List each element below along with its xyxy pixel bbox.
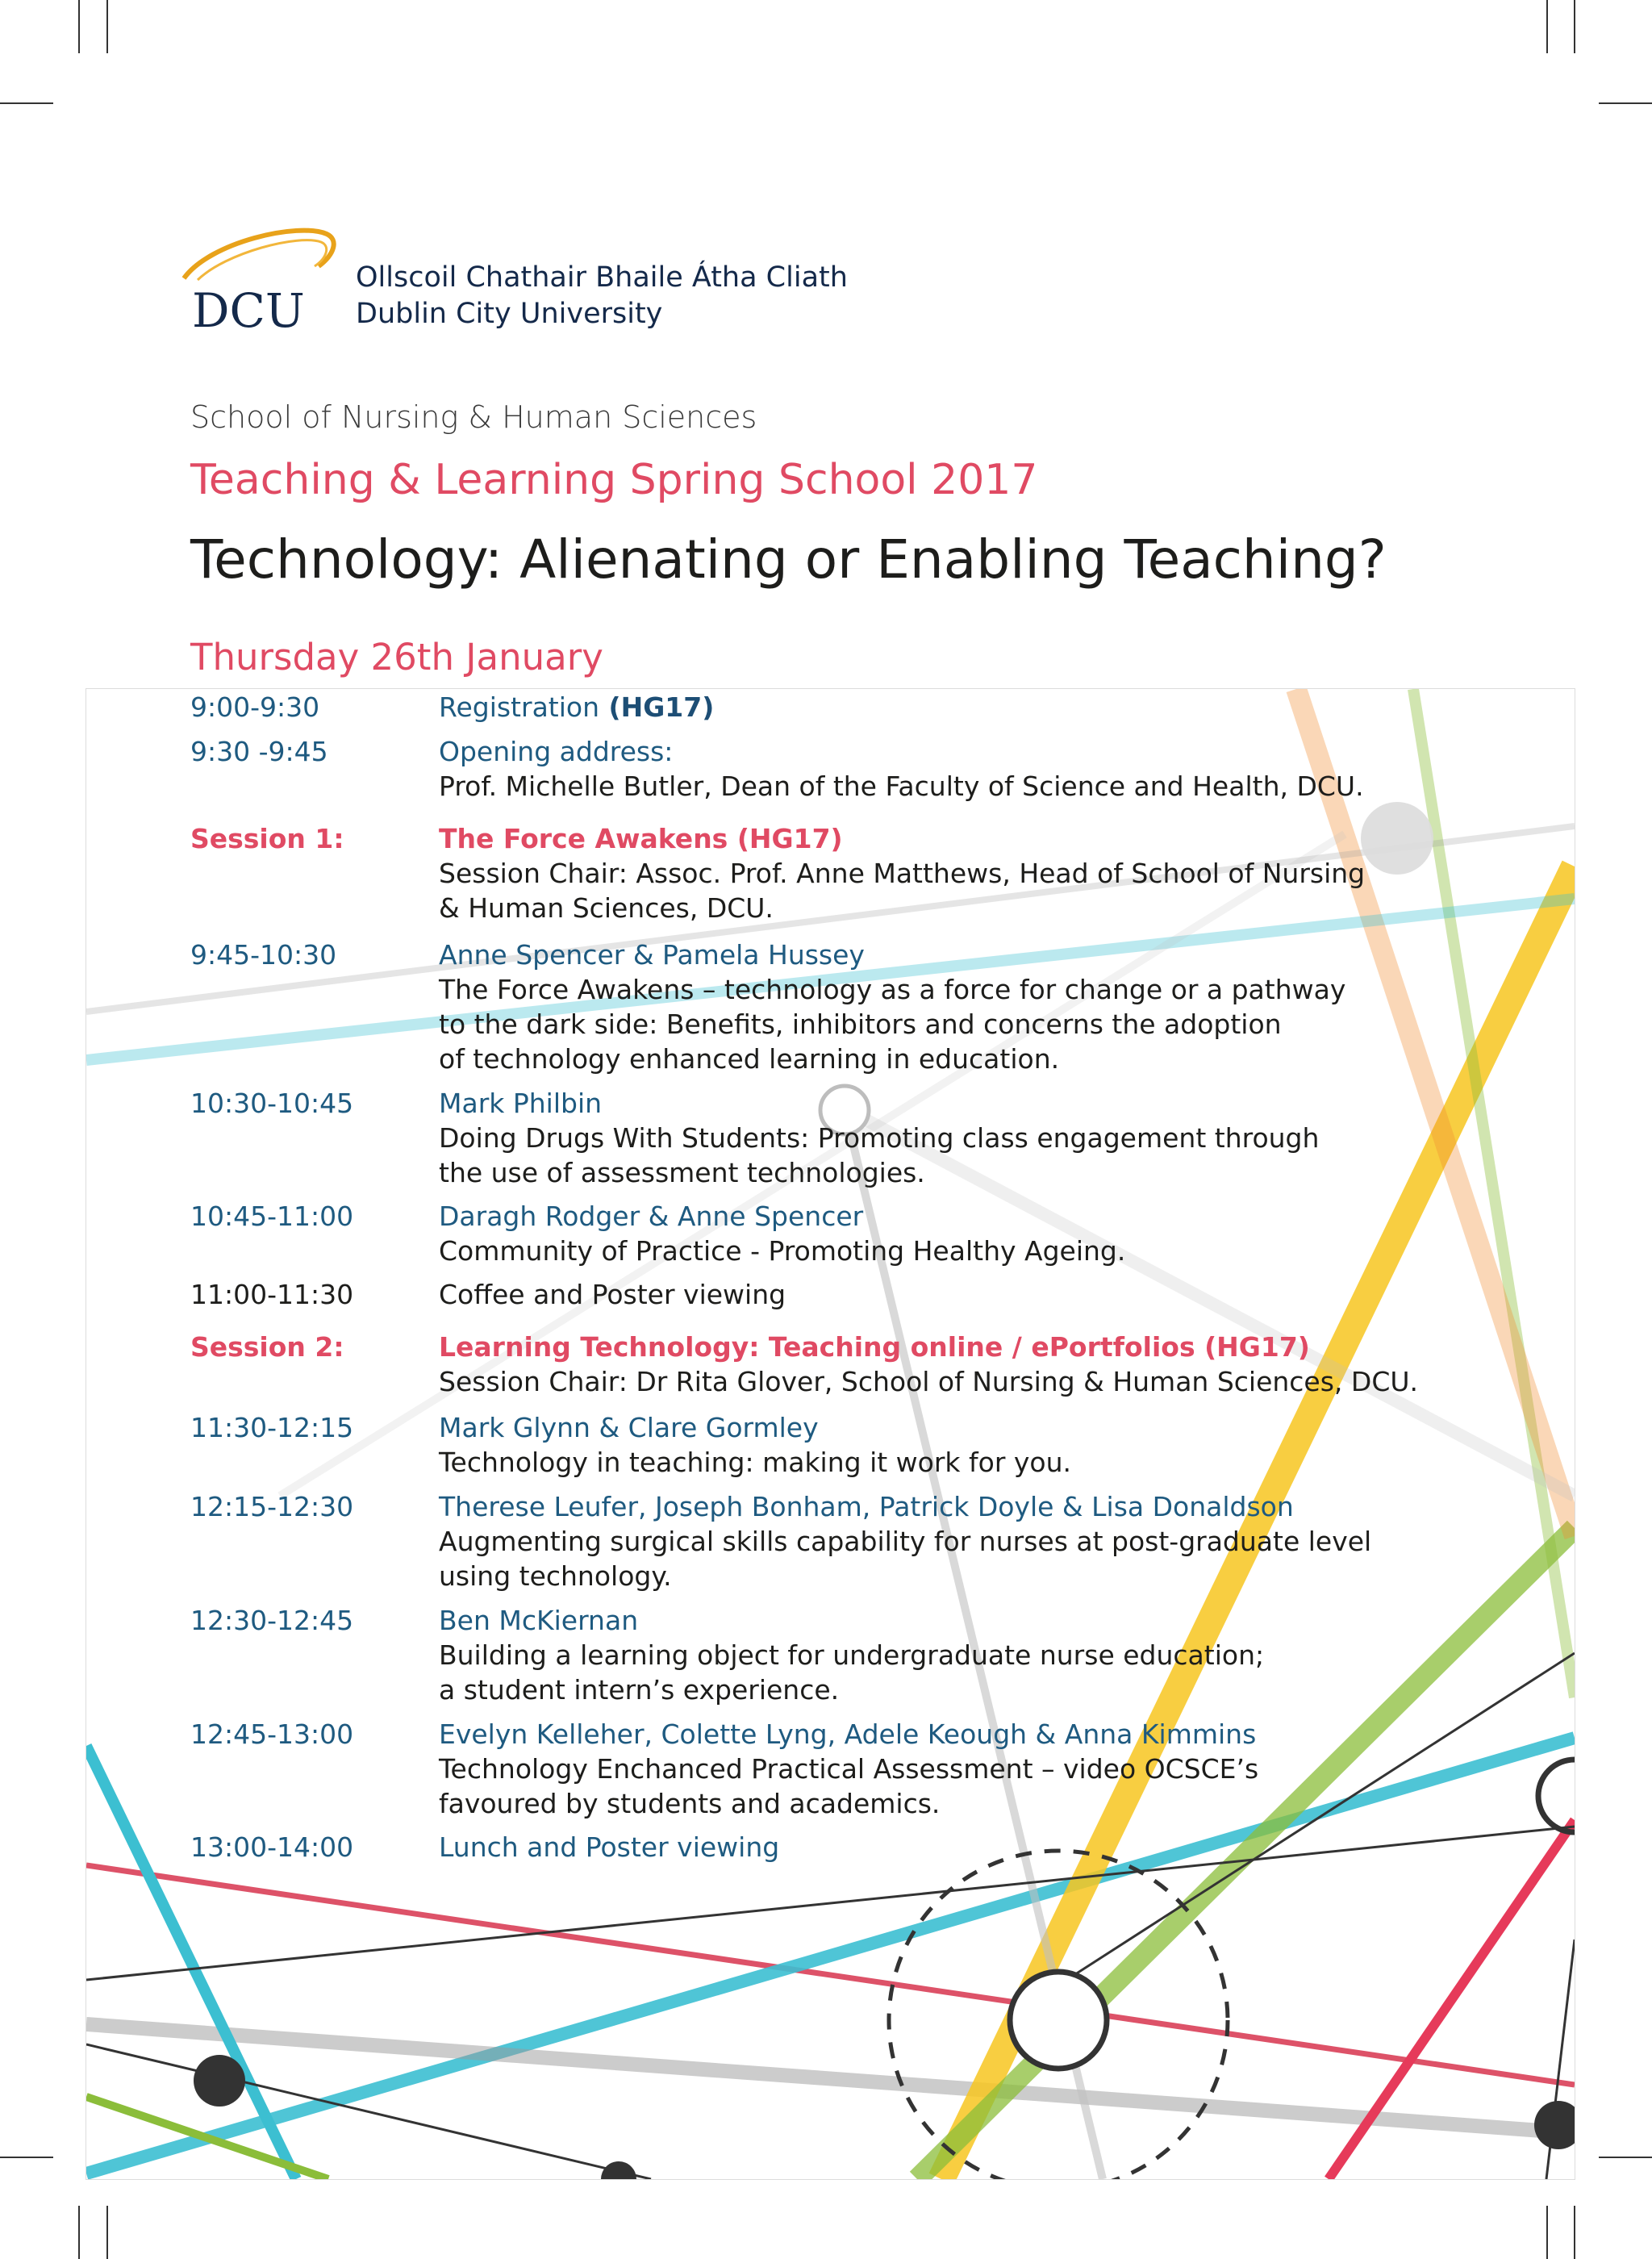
crop-mark	[78, 2206, 80, 2259]
schedule-detail: Doing Drugs With Students: Promoting class engagement through	[439, 1122, 1320, 1154]
schedule-detail: a student intern’s experience.	[439, 1674, 840, 1706]
schedule-title: Evelyn Kelleher, Colette Lyng, Adele Keough & Anna Kimmins	[439, 1718, 1257, 1750]
schedule-title: Mark Philbin	[439, 1088, 603, 1119]
crop-mark	[1574, 2206, 1575, 2259]
schedule-time: 9:30 -9:45	[190, 736, 328, 767]
event-day: Thursday 26th January	[190, 636, 603, 679]
university-name	[356, 260, 848, 332]
schedule-detail: Community of Practice - Promoting Healthy Ageing.	[439, 1235, 1126, 1267]
schedule-detail: favoured by students and academics.	[439, 1788, 941, 1819]
schedule-detail: Prof. Michelle Butler, Dean of the Faculty of Science and Health, DCU.	[439, 770, 1364, 802]
dcu-wordmark: DCU	[192, 283, 305, 335]
schedule-detail: – technology as a force for change or a pathway	[694, 974, 1346, 1005]
schedule-time: 11:30-12:15	[190, 1412, 354, 1443]
crop-mark	[1599, 2157, 1652, 2158]
schedule-title: Mark Glynn & Clare Gormley	[439, 1412, 819, 1443]
session-chair: Session Chair: Dr Rita Glover, School of Nursing & Human Sciences, DCU.	[439, 1366, 1419, 1397]
crop-mark	[1574, 0, 1575, 53]
schedule-title: Opening address:	[439, 736, 674, 767]
schedule-title: Daragh Rodger & Anne Spencer	[439, 1200, 864, 1232]
session-title: The Force Awakens (HG17)	[439, 823, 843, 854]
crop-mark	[0, 102, 53, 104]
talk-title: The Force Awakens	[439, 974, 695, 1005]
schedule-title: Lunch and Poster viewing	[439, 1831, 780, 1863]
schedule-title: Therese Leufer, Joseph Bonham, Patrick Doyle & Lisa Donaldson	[439, 1491, 1294, 1522]
schedule-time: 12:30-12:45	[190, 1605, 354, 1636]
crop-mark	[78, 0, 80, 53]
schedule-title: Anne Spencer & Pamela Hussey	[439, 939, 865, 971]
schedule-time: 9:00-9:30	[190, 691, 320, 723]
schedule-title: Registration	[439, 691, 599, 723]
session-title: Learning Technology: Teaching online / ePortfolios (HG17)	[439, 1331, 1310, 1363]
schedule-title: Coffee and Poster viewing	[439, 1279, 786, 1310]
schedule-time: 10:30-10:45	[190, 1088, 354, 1119]
schedule-detail: of technology enhanced learning in education.	[439, 1043, 1060, 1075]
schedule-time: 12:15-12:30	[190, 1491, 354, 1522]
schedule-detail: using technology.	[439, 1560, 672, 1592]
crop-mark	[1599, 102, 1652, 104]
university-name-irish: Ollscoil Chathair Bhaile Átha Cliath	[356, 261, 848, 294]
schedule-detail: the use of assessment technologies.	[439, 1157, 925, 1188]
session-label: Session 1:	[190, 823, 344, 854]
schedule-detail: Building a learning object for undergraduate nurse education;	[439, 1639, 1265, 1671]
schedule-detail: Augmenting surgical skills capability for nurses at post-graduate level	[439, 1526, 1372, 1557]
schedule-time: 9:45-10:30	[190, 939, 337, 971]
session-label: Session 2:	[190, 1331, 344, 1363]
schedule-time: 12:45-13:00	[190, 1718, 354, 1750]
event-subtitle: Teaching & Learning Spring School 2017	[190, 456, 1038, 504]
schedule-time: 10:45-11:00	[190, 1200, 354, 1232]
crop-mark	[0, 2157, 53, 2158]
schedule-detail: Technology in teaching: making it work for you.	[439, 1447, 1072, 1478]
university-name-english: Dublin City University	[356, 298, 663, 330]
schedule-time: 13:00-14:00	[190, 1831, 354, 1863]
schedule-detail: Technology Enchanced Practical Assessment – video OCSCE’s	[439, 1753, 1259, 1785]
session-chair: Session Chair: Assoc. Prof. Anne Matthews, Head of School of Nursing	[439, 858, 1366, 889]
page-title: Technology: Alienating or Enabling Teaching?	[190, 528, 1387, 591]
session-chair: & Human Sciences, DCU.	[439, 892, 774, 924]
room-label: (HG17)	[599, 691, 715, 723]
school-name: School of Nursing & Human Sciences	[190, 399, 757, 435]
crop-mark	[106, 0, 108, 53]
crop-mark	[106, 2206, 108, 2259]
schedule-detail: to the dark side: Benefits, inhibitors and concerns the adoption	[439, 1008, 1282, 1040]
dcu-logo-icon	[177, 222, 355, 335]
crop-mark	[1546, 0, 1548, 53]
schedule-time: 11:00-11:30	[190, 1279, 354, 1310]
schedule-title: Ben McKiernan	[439, 1605, 639, 1636]
crop-mark	[1546, 2206, 1548, 2259]
